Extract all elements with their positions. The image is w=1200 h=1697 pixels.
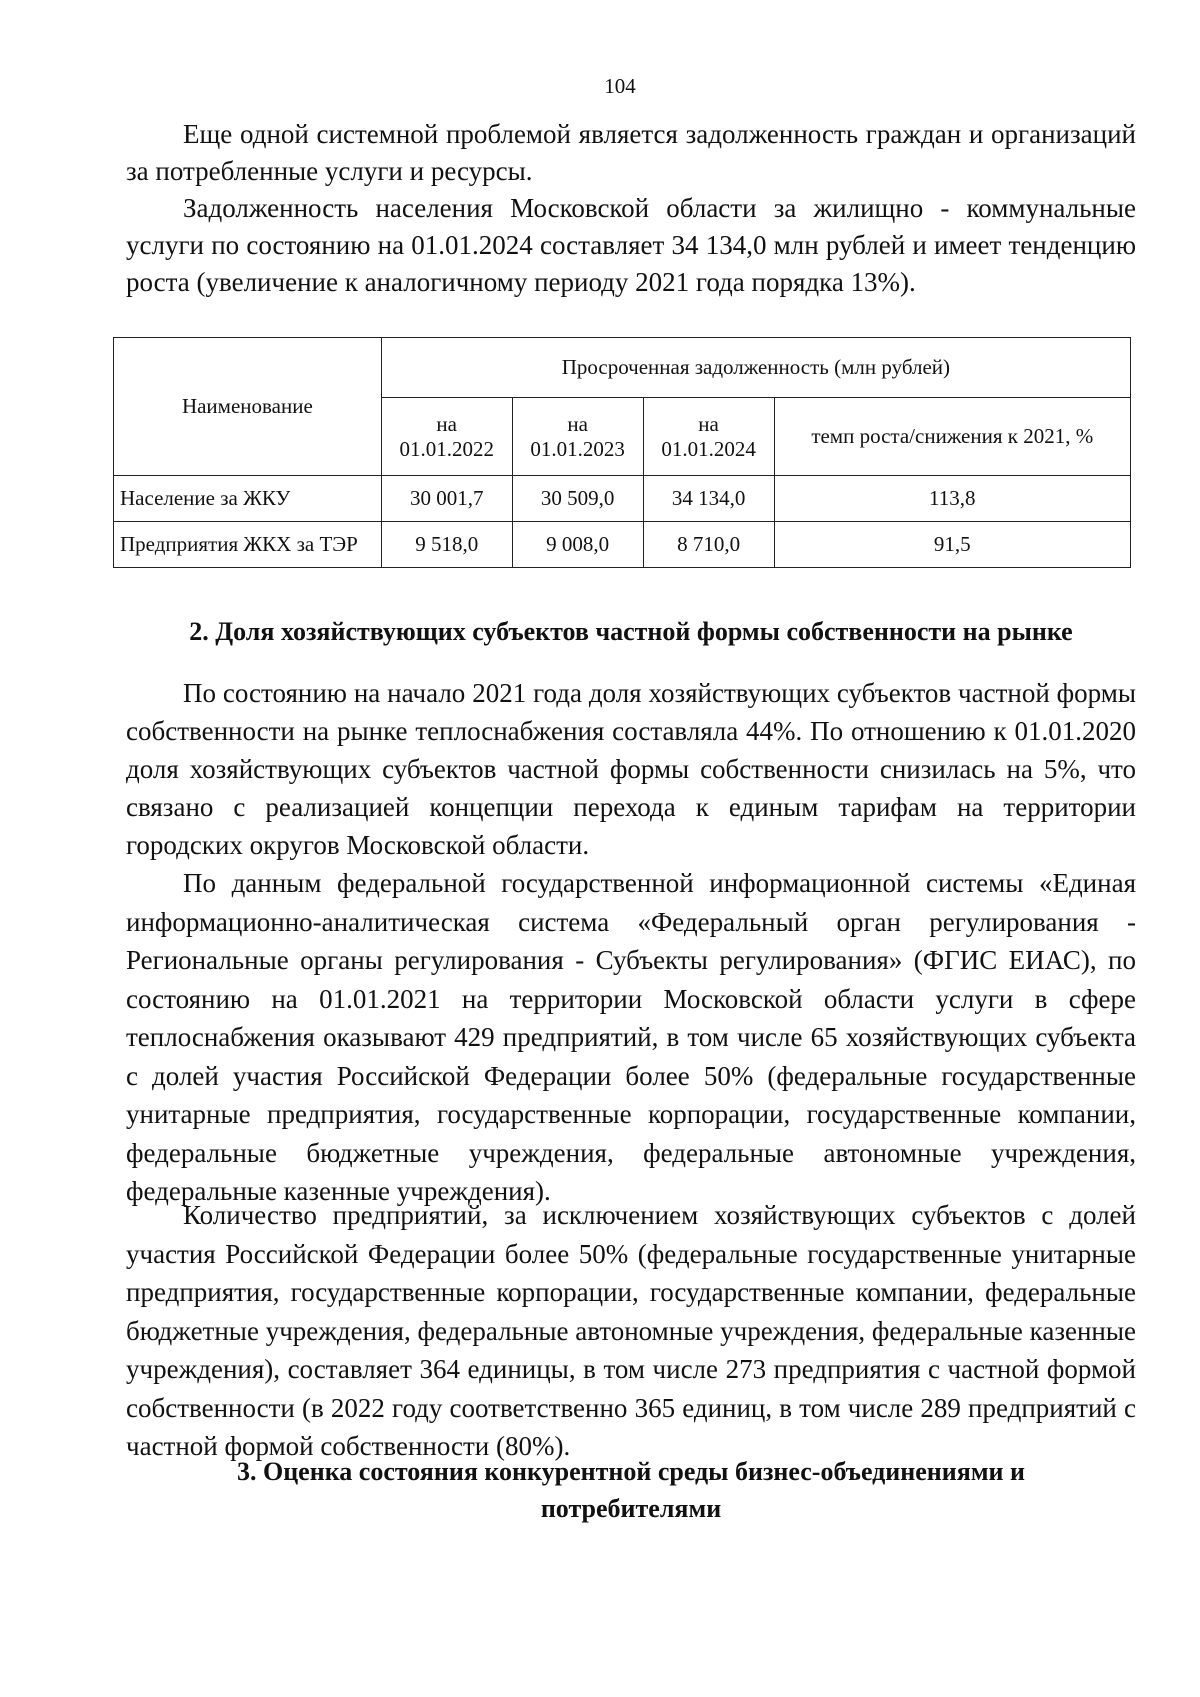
table-column-header: на 01.01.2024 (643, 398, 774, 476)
paragraph-enterprise-count: Количество предприятий, за исключением хозяйствующих субъектов с долей участия Российской Федерации более 50% (федеральные государственные унитарные предприятия, государственные корпорации, государственные компании, федеральные бюджетные учреждения, федеральные автономные учреждения, федеральные казенные учреждения), составляет 364 единицы, в том числе 273 предприятия с частной формой собственности (в 2022 году соответственно 365 единиц, в том числе 289 предприятий с частной формой собственности (80%). (126, 1200, 1136, 1461)
table-column-header: на 01.01.2022 (381, 398, 512, 476)
table-row-name: Население за ЖКУ (114, 476, 382, 522)
paragraph-private-share: По состоянию на начало 2021 года доля хозяйствующих субъектов частной формы собственности на рынке теплоснабжения составляла 44%. По отношению к 01.01.2020 доля хозяйствующих субъектов частной формы собственности снизилась на 5%, что связано с реализацией концепции перехода к единым тарифам на территории городских округов Московской области. (126, 678, 1136, 860)
table-header-group: Просроченная задолженность (млн рублей) (381, 338, 1130, 398)
table-cell: 9 518,0 (381, 522, 512, 568)
section-2-heading: 2. Доля хозяйствующих субъектов частной формы собственности на рынке (189, 617, 1073, 646)
table-cell: 8 710,0 (643, 522, 774, 568)
paragraph-population-debt: Задолженность населения Московской области за жилищно - коммунальные услуги по состоянию на 01.01.2024 составляет 34 134,0 млн рублей и имеет тенденцию роста (увеличение к аналогичному периоду 2021 года порядка 13%). (126, 193, 1136, 297)
section-3-heading-line2: потребителями (540, 1494, 722, 1523)
page-number: 104 (604, 74, 636, 98)
table-cell: 34 134,0 (643, 476, 774, 522)
table-column-header: на 01.01.2023 (512, 398, 643, 476)
paragraph-fgis-data: По данным федеральной государственной информационной системы «Единая информационно-аналитическая система «Федеральный орган регулирования - Региональные органы регулирования - Субъекты регулирования» (ФГИС ЕИАС), по состоянию на 01.01.2021 на территории Московской области услуги в сфере теплоснабжения оказывают 429 предприятий, в том числе 65 хозяйствующих субъекта с долей участия Российской Федерации более 50% (федеральные государственные унитарные предприятия, государственные корпорации, государственные компании, федеральные бюджетные учреждения, федеральные автономные учреждения, федеральные казенные учреждения). (126, 868, 1136, 1206)
table-cell: 30 001,7 (381, 476, 512, 522)
table-cell: 113,8 (774, 476, 1130, 522)
table-header-row (114, 338, 1131, 398)
paragraph-debt-problem: Еще одной системной проблемой является задолженность граждан и организаций за потребленные услуги и ресурсы. (126, 119, 1136, 186)
table-column-header: темп роста/снижения к 2021, % (774, 398, 1130, 476)
table-cell: 9 008,0 (512, 522, 643, 568)
table-row (114, 476, 1131, 522)
table-row-name: Предприятия ЖКХ за ТЭР (114, 522, 382, 568)
debt-table (113, 337, 1131, 568)
table-row (114, 522, 1131, 568)
table-cell: 30 509,0 (512, 476, 643, 522)
table-header-name: Наименование (114, 338, 382, 476)
section-3-heading-line1: 3. Оценка состояния конкурентной среды бизнес-объединениями и (236, 1457, 1026, 1486)
table-cell: 91,5 (774, 522, 1130, 568)
section-3-heading (126, 1453, 1136, 1527)
